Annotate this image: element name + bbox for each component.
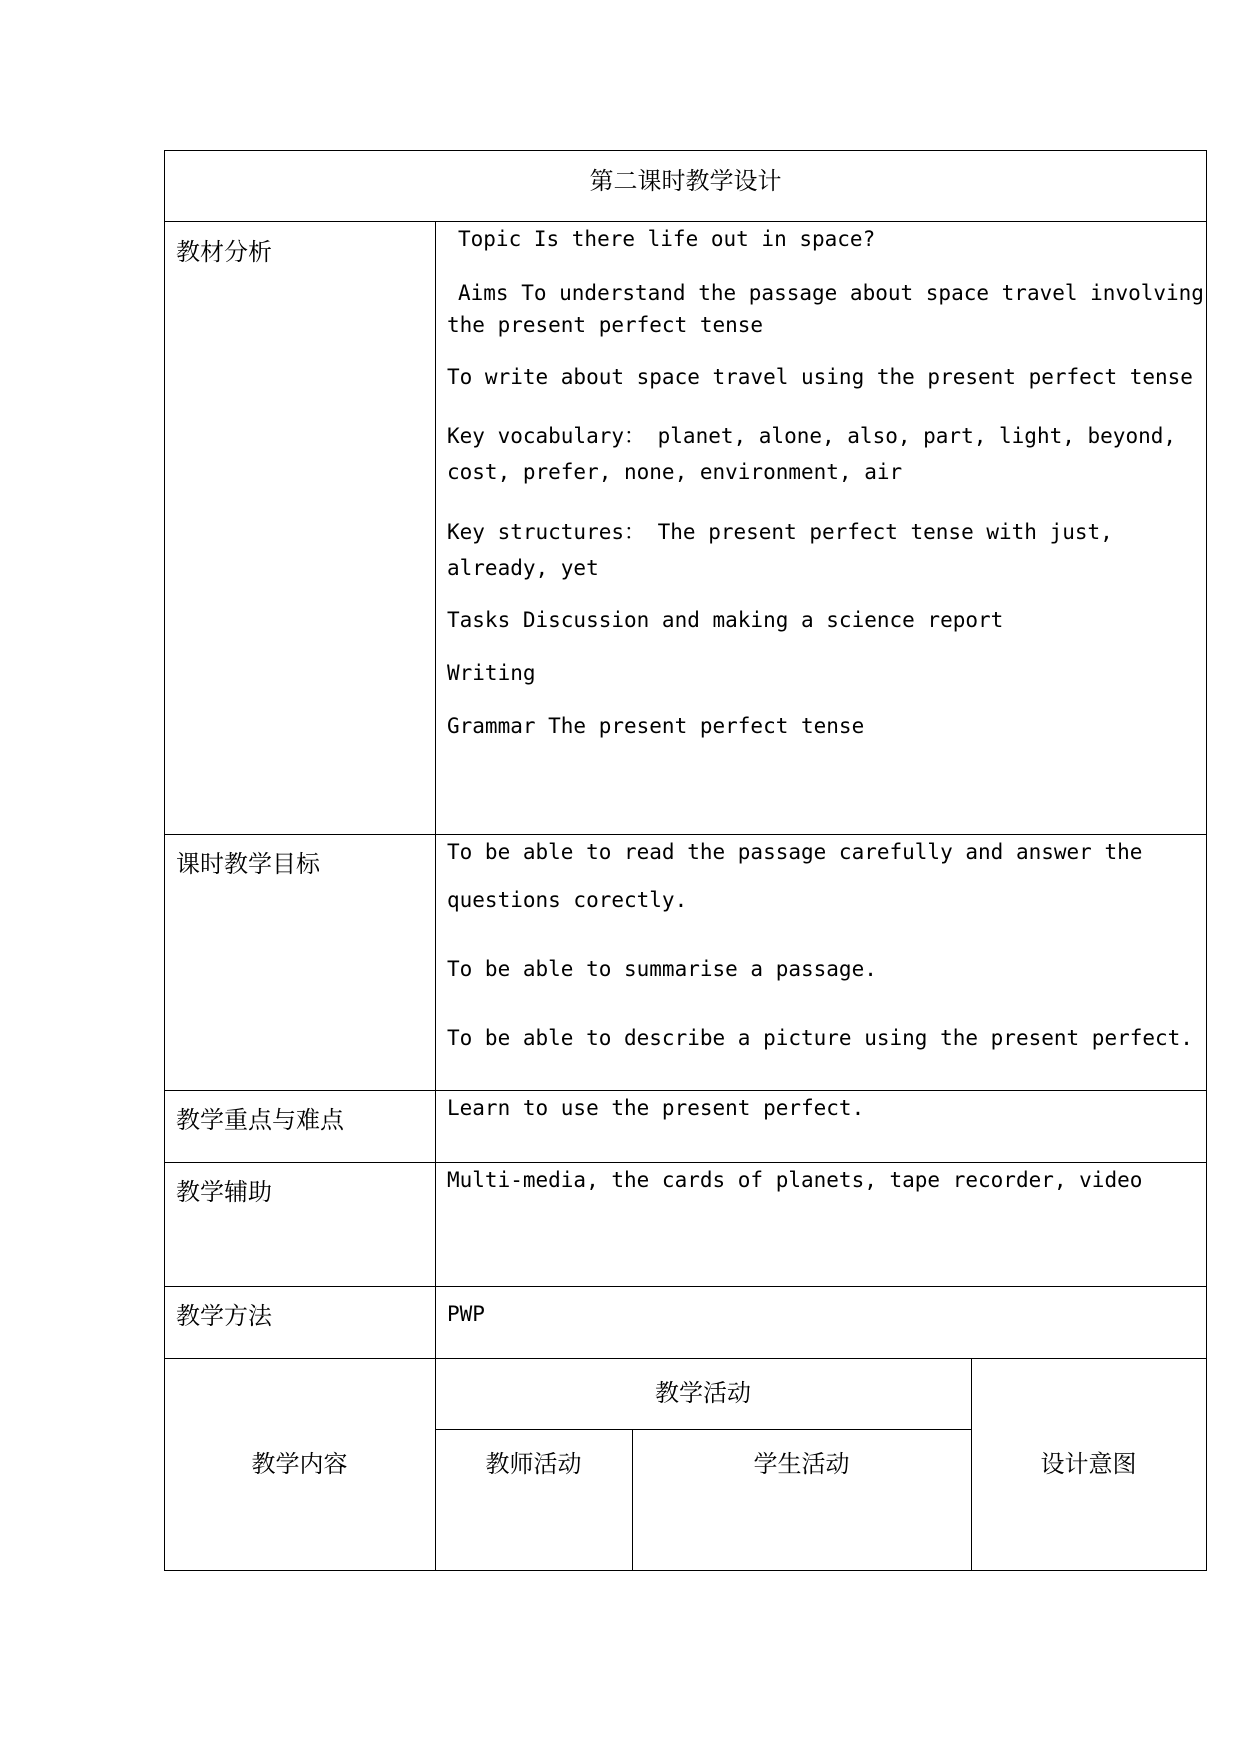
analysis-topic: Topic Is there life out in space?	[458, 227, 876, 251]
objective-1-cont: questions corectly.	[447, 888, 688, 912]
student-activity-label: 学生活动	[753, 1450, 850, 1478]
activities-label: 教学活动	[655, 1379, 751, 1407]
aids-text: Multi-media, the cards of planets, tape recorder, video	[447, 1168, 1143, 1192]
rule-aids-bottom	[164, 1286, 1207, 1287]
rule-left	[164, 150, 165, 1571]
objective-3: To be able to describe a picture using the present perfect.	[447, 1026, 1193, 1050]
analysis-aims-write: To write about space travel using the present perfect tense	[447, 365, 1193, 389]
rule-title-bottom	[164, 221, 1207, 222]
rule-activities-split	[435, 1429, 971, 1430]
content-label: 教学内容	[251, 1450, 348, 1478]
methods-text: PWP	[447, 1302, 485, 1326]
objectives-label: 课时教学目标	[176, 850, 320, 878]
design-intent-label: 设计意图	[1040, 1450, 1137, 1478]
analysis-label: 教材分析	[176, 238, 272, 266]
aids-label: 教学辅助	[176, 1178, 272, 1206]
page-title: 第二课时教学设计	[589, 167, 782, 195]
analysis-vocab-cont: cost, prefer, none, environment, air	[447, 460, 903, 484]
rule-keypoints-bottom	[164, 1162, 1207, 1163]
lesson-plan-table	[164, 150, 1207, 1571]
key-points-text: Learn to use the present perfect.	[447, 1096, 865, 1120]
objective-2: To be able to summarise a passage.	[447, 957, 877, 981]
analysis-vocab: Key vocabulary： planet, alone, also, part, light, beyond,	[447, 424, 1177, 448]
rule-analysis-bottom	[164, 834, 1207, 835]
rule-objectives-bottom	[164, 1090, 1207, 1091]
methods-label: 教学方法	[176, 1302, 272, 1330]
objective-1: To be able to read the passage carefully and answer the	[447, 840, 1143, 864]
analysis-structures-cont: already, yet	[447, 556, 599, 580]
rule-methods-bottom	[164, 1358, 1207, 1359]
rule-bottom	[164, 1570, 1207, 1571]
analysis-tasks: Tasks Discussion and making a science report	[447, 608, 1004, 632]
analysis-aims-cont: the present perfect tense	[447, 313, 764, 337]
analysis-aims: Aims To understand the passage about space travel involving	[458, 281, 1204, 305]
analysis-structures: Key structures： The present perfect tense with just,	[447, 520, 1113, 544]
rule-right	[1206, 150, 1207, 1571]
rule-top	[164, 150, 1207, 151]
key-points-label: 教学重点与难点	[176, 1106, 344, 1134]
analysis-grammar: Grammar The present perfect tense	[447, 714, 865, 738]
rule-label-column	[435, 221, 436, 1571]
analysis-writing: Writing	[447, 661, 536, 685]
teacher-activity-label: 教师活动	[485, 1450, 582, 1478]
